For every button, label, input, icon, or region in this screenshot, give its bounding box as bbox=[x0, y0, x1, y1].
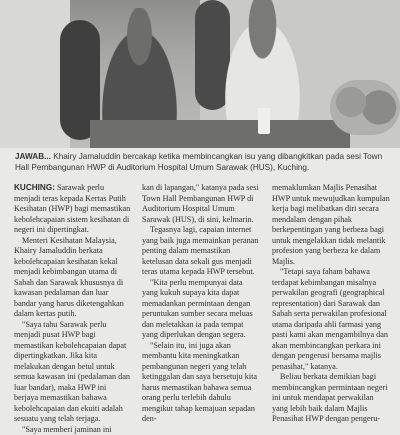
paragraph: memaklumkan Majlis Penasihat HWP untuk mewujudkan kumpulan kerja bagi melibatkan diri secara mendalam dengan pihak berkepentingan yang berbeza bagi untuk mengelakkan tidak melantik profesion yang berbeza ke dalam Majlis. bbox=[272, 183, 390, 267]
paragraph: Menteri Kesihatan Malaysia, Khairy Jamaluddin berkata kebolehcapaian kesihatan kekal menjadi kebimbangan utama di Sabah dan Sarawak khususnya di kawasan pedalaman dan luar bandar yang harus diketengahkan dalam kertas putih. bbox=[14, 236, 132, 320]
photo-caption bbox=[15, 151, 390, 173]
photo-water-glass bbox=[258, 108, 270, 134]
news-photo bbox=[0, 0, 400, 148]
paragraph: Beliau berkata demikian bagi membincangkan permintaan negeri ini untuk mendapat perwakilan yang lebih baik dalam Majlis Penasihat HWP dengan pengeru- bbox=[272, 372, 390, 425]
paragraph-text: Sarawak perlu menjadi teras kepada Kertas Putih Kesihatan (HWP) bagi memastikan kebolehcapaian sistem kesihatan di negeri ini dipertingkat. bbox=[14, 183, 130, 234]
paragraph: kan di lapangan," katanya pada sesi Town Hall Pembangunan HWP di Auditorium Hospital Umum Sarawak (HUS), di sini, kelmarin. bbox=[142, 183, 260, 225]
paragraph: Tegasnya lagi, capaian internet yang baik juga memainkan peranan penting dalam memastikan ketelusan data sekali gus menjadi teras utama kepada HWP tersebut. bbox=[142, 225, 260, 278]
caption-lead: JAWAB... bbox=[15, 152, 51, 161]
paragraph: "Saya memberi jaminan ini bbox=[14, 425, 132, 435]
article-column-3 bbox=[272, 183, 390, 425]
article-column-2 bbox=[142, 183, 260, 425]
caption-text: Khairy Jamaluddin bercakap ketika membincangkan isu yang dibangkitkan pada sesi Town Hall Pembangunan HWP di Auditorium Hospital Umum Sarawak (HUS), Kuching. bbox=[15, 152, 382, 172]
dateline: KUCHING: bbox=[14, 183, 55, 192]
paragraph: "Tetapi saya faham bahawa terdapat kebimbangan misalnya perwakilan geografi (geographical representation) dari Sarawak dan Sabah serta perwakilan profesional utama daripada ahli farmasi yang pasti kami akan mengambilnya dan akan membincangkan perkara ini dengan pengerusi bersama majlis penasihat," katanya. bbox=[272, 267, 390, 372]
paragraph: "Selain itu, ini juga akan membantu kita meningkatkan pembangunan negeri yang telah ketinggalan dan saya bersetuju kita harus memastikan bahawa semua orang perlu terlebih dahulu mengikut tahap kemajuan sepadan den- bbox=[142, 341, 260, 425]
article-column-1 bbox=[14, 183, 132, 435]
paragraph: "Saya tahu Sarawak perlu menjadi pusat HWP bagi memastikan kebolehcapaian dapat dipertingkatkan. Jika kita melakukan dengan betul untuk semua kawasan ini (pedalaman dan luar bandar), maka HWP ini berjaya memastikan bahawa kebolehcapaian dan ekuiti adalah sesuatu yang telah terjaga. bbox=[14, 320, 132, 425]
photo-table bbox=[90, 120, 350, 148]
paragraph: "Kita perlu mempunyai data yang kukuh supaya kita dapat memadankan permintaan dengan peruntukan sumber secara meluas dan meletakkan ia pada tempat yang diperlukan dengan segera. bbox=[142, 278, 260, 341]
photo-flower-arrangement bbox=[330, 80, 400, 135]
paragraph bbox=[14, 183, 132, 236]
